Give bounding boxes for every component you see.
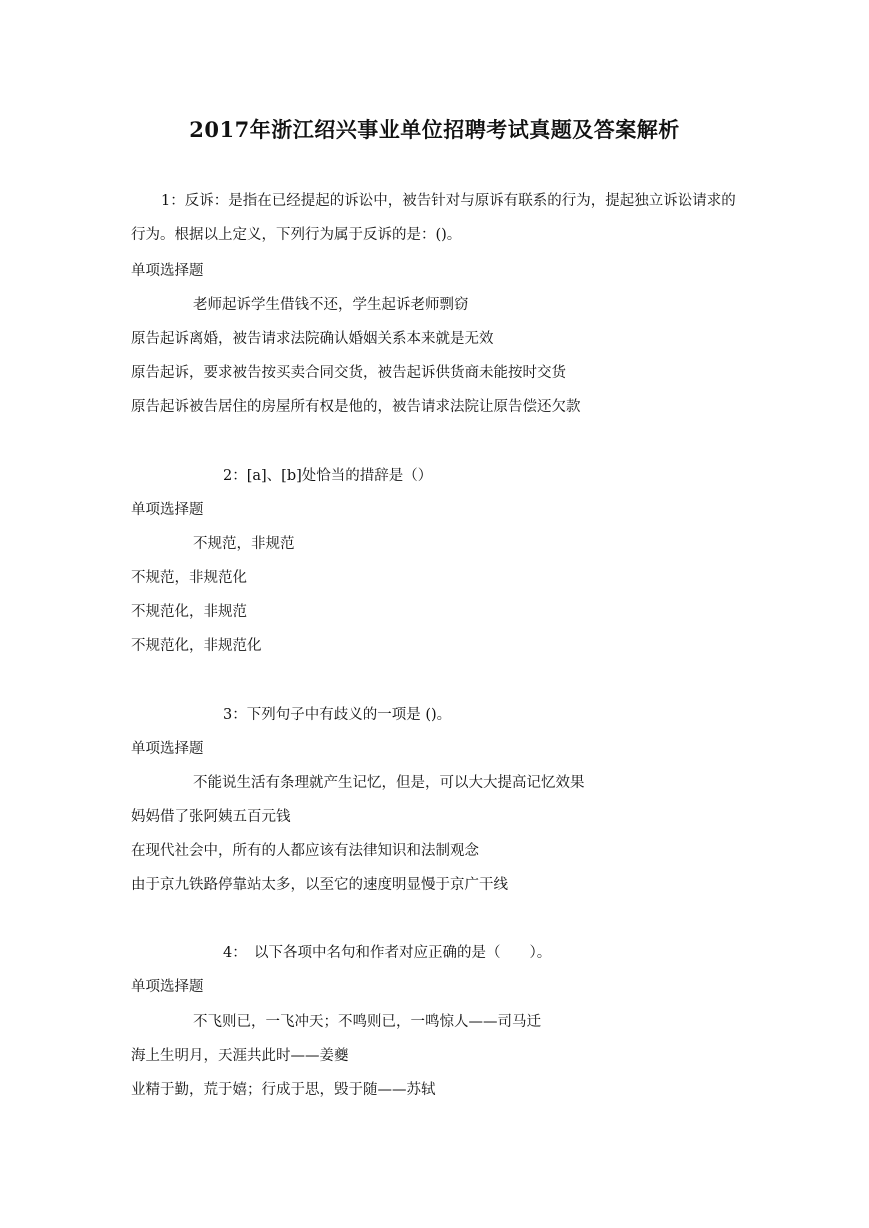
question-3-option-b: 妈妈借了张阿姨五百元钱 — [131, 809, 291, 825]
question-3-option-a: 不能说生活有条理就产生记忆，但是，可以大大提高记忆效果 — [193, 775, 585, 791]
question-2-option-d: 不规范化，非规范化 — [131, 638, 262, 654]
question-4-option-c: 业精于勤，荒于嬉；行成于思，毁于随——苏轼 — [131, 1082, 436, 1098]
question-2-option-a: 不规范，非规范 — [193, 536, 295, 552]
question-2-stem: 2：[a]、[b]处恰当的措辞是（） — [223, 468, 433, 484]
question-3-option-d: 由于京九铁路停靠站太多，以至它的速度明显慢于京广干线 — [131, 877, 508, 893]
question-4-option-a: 不飞则已，一飞冲天；不鸣则已，一鸣惊人——司马迁 — [193, 1014, 541, 1030]
question-4-stem: 4： 以下各项中名句和作者对应正确的是（ ）。 — [223, 945, 552, 961]
question-2-option-b: 不规范，非规范化 — [131, 570, 247, 586]
question-4-type: 单项选择题 — [131, 979, 204, 995]
question-1-type: 单项选择题 — [131, 263, 204, 279]
question-2-option-c: 不规范化，非规范 — [131, 604, 247, 620]
question-3-type: 单项选择题 — [131, 741, 204, 757]
question-3-option-c: 在现代社会中，所有的人都应该有法律知识和法制观念 — [131, 843, 479, 859]
question-4-option-b: 海上生明月，天涯共此时——姜夔 — [131, 1048, 349, 1064]
question-1-option-b: 原告起诉离婚，被告请求法院确认婚姻关系本来就是无效 — [131, 331, 494, 347]
question-1-option-a: 老师起诉学生借钱不还，学生起诉老师剽窃 — [193, 297, 469, 313]
page-title: 2017年浙江绍兴事业单位招聘考试真题及答案解析 — [189, 117, 680, 142]
question-2-type: 单项选择题 — [131, 502, 204, 518]
question-1-option-d: 原告起诉被告居住的房屋所有权是他的，被告请求法院让原告偿还欠款 — [131, 399, 581, 415]
question-3-stem: 3：下列句子中有歧义的一项是 ()。 — [223, 707, 452, 723]
question-1-stem: 1：反诉：是指在已经提起的诉讼中，被告针对与原诉有联系的行为，提起独立诉讼请求的行为。根据以上定义，下列行为属于反诉的是：()。 — [131, 193, 736, 243]
question-1-option-c: 原告起诉，要求被告按买卖合同交货，被告起诉供货商未能按时交货 — [131, 365, 566, 381]
